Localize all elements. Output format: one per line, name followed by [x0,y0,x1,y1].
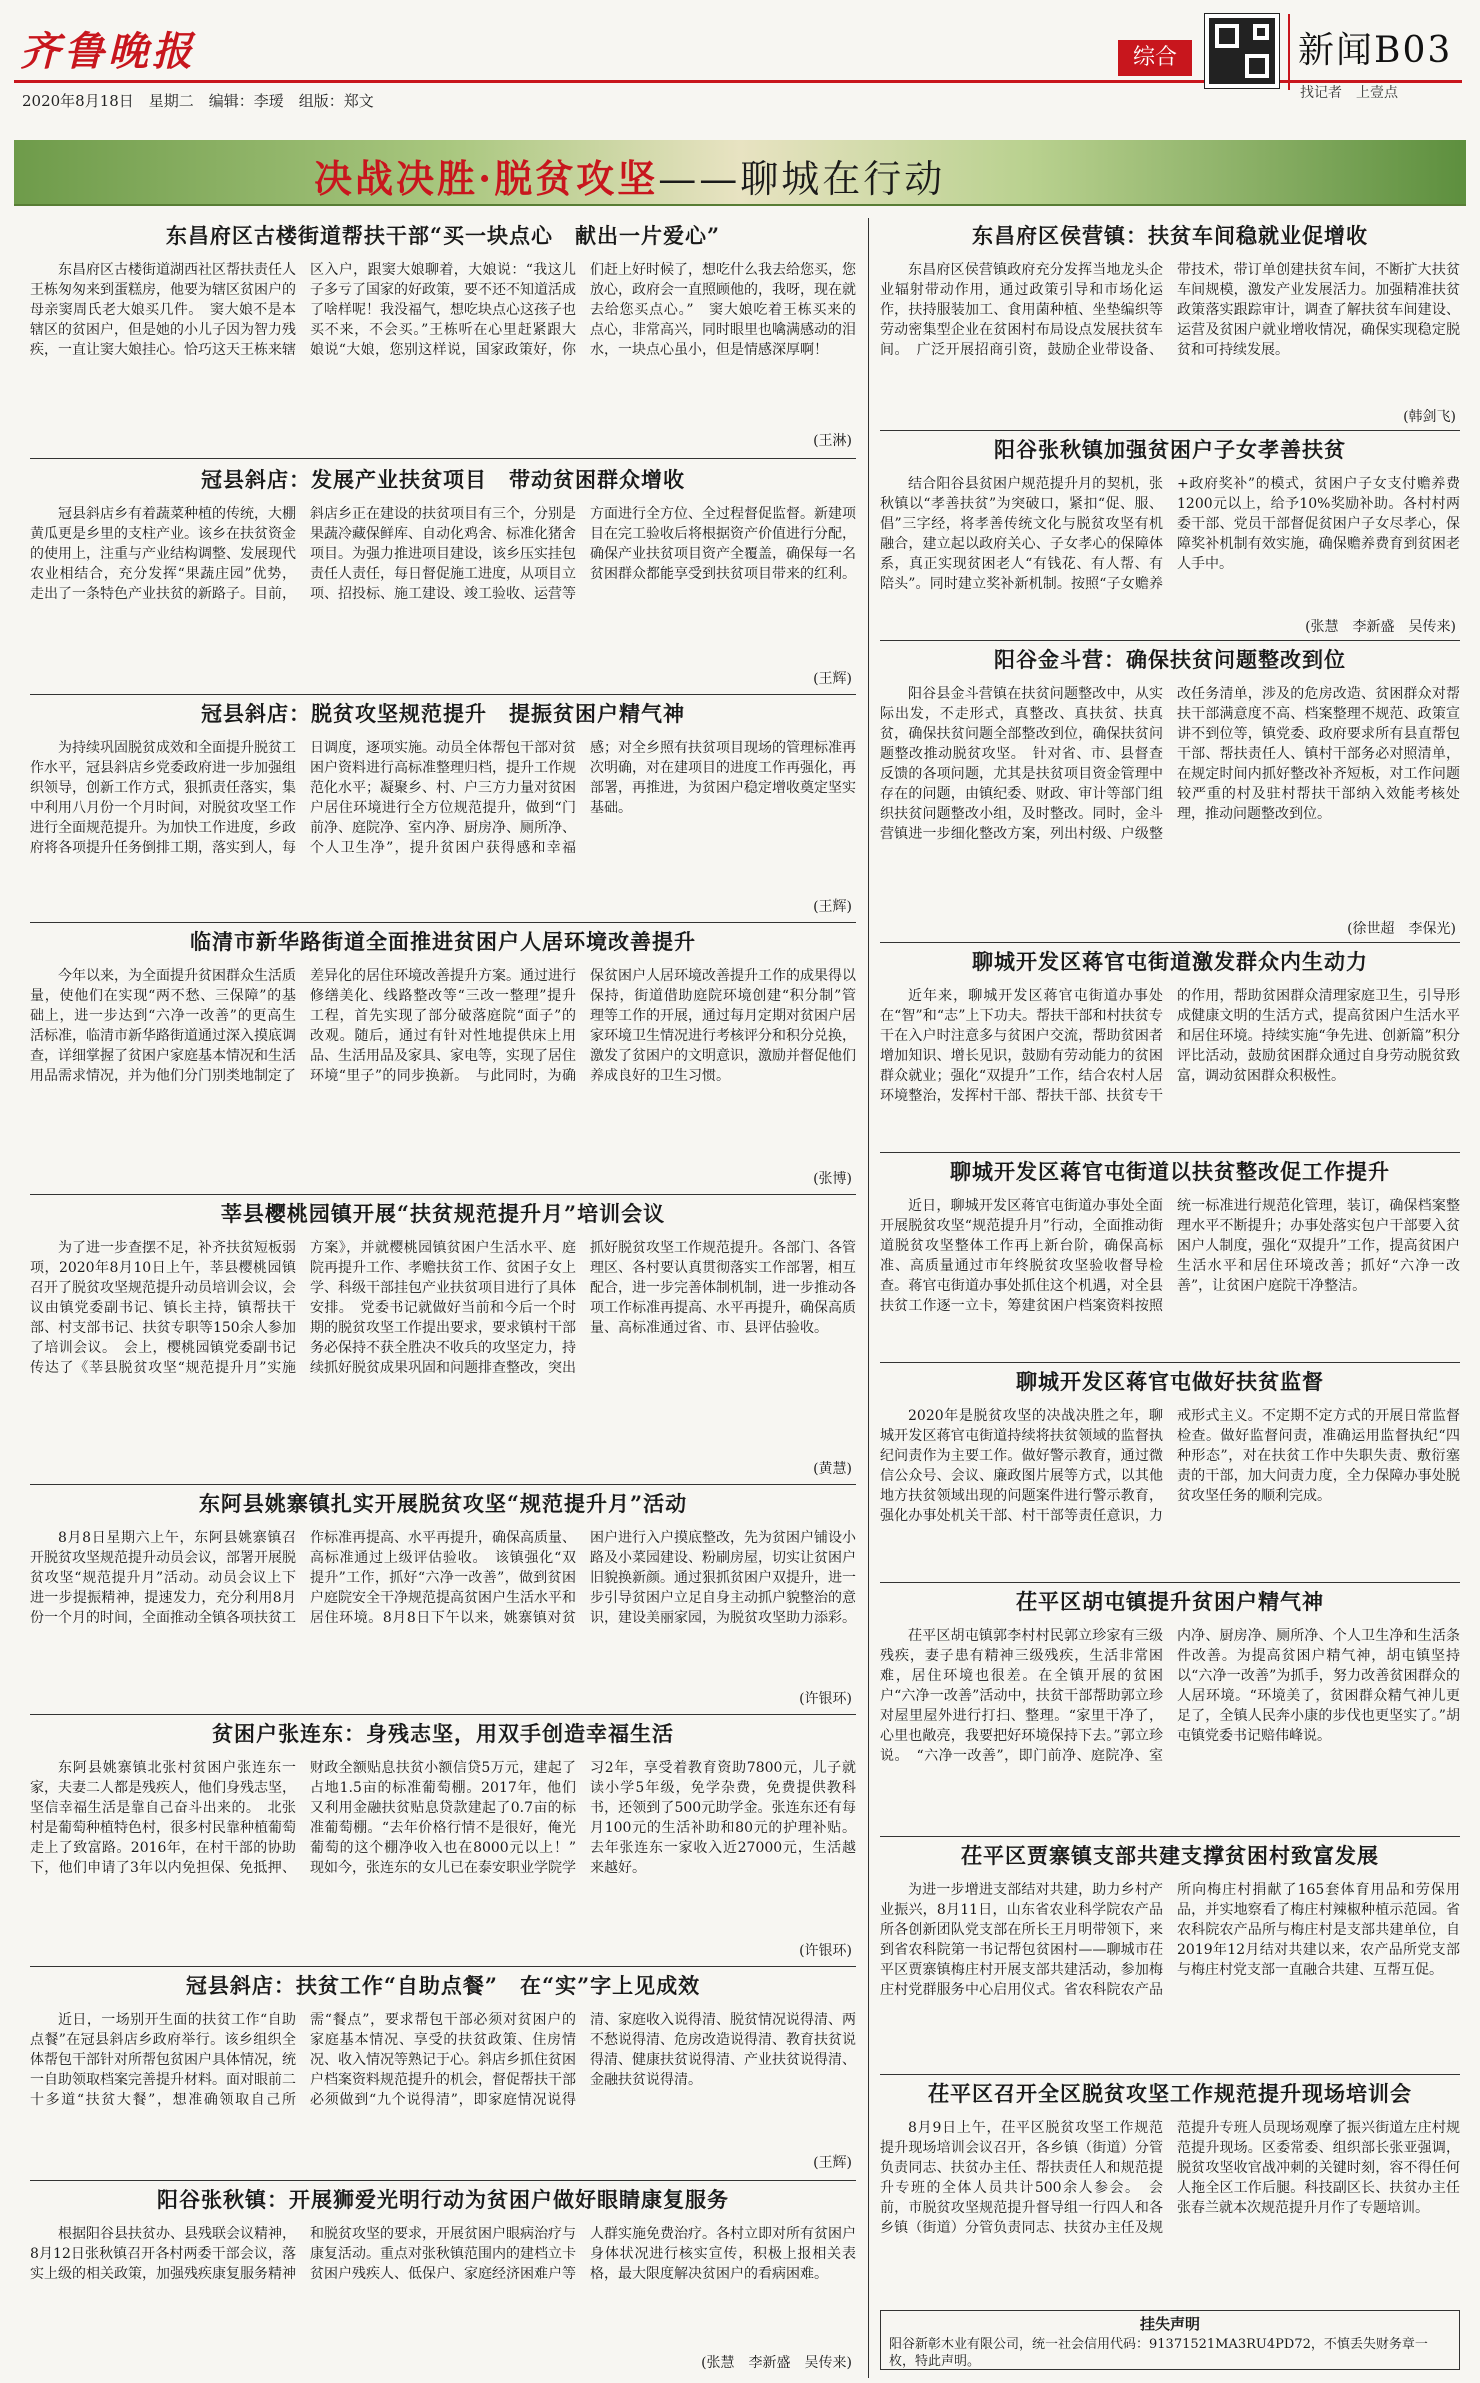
article-headline: 阳谷金斗营：确保扶贫问题整改到位 [994,647,1346,672]
article-divider [880,1152,1460,1153]
article-byline: (韩剑飞) [1403,409,1456,425]
banner-sub: ——聊城在行动 [658,157,946,201]
article-divider [30,2180,856,2181]
newspaper-logo: 齐鲁晚报 [20,28,196,75]
article-byline: (黄慧) [813,1461,852,1477]
article-divider [30,694,856,695]
article [30,222,856,450]
date-line: 2020年8月18日 星期二 编辑：李瑷 组版：郑文 [22,92,374,110]
article-body: 东昌府区古楼街道湖西社区帮扶责任人王栋匆匆来到蛋糕房，他要为辖区贫困户的母亲窦周氏老大娘买几件。 窦大娘不是本辖区的贫困户，但是她的小儿子因为智力残疾，一直让窦大娘挂心。恰巧这天王栋来辖区入户，跟窦大娘聊着，大娘说：“我这儿子多亏了国家的好政策，要不还不知道活成了啥样呢！我没福气，想吃块点心这孩子也买不来，不会买。”王栋听在心里赶紧跟大娘说“大娘，您别这样说，国家政策好，你们赶上好时候了，想吃什么我去给您买，您放心，政府会一直照顾他的，我呀，现在就去给您买点心。” 窦大娘吃着王栋买来的点心，非常高兴，同时眼里也噙满感动的泪水，一块点心虽小，但是情感深厚啊！ [30,262,856,358]
article-divider [30,1484,856,1485]
article-body: 结合阳谷县贫困户规范提升月的契机，张秋镇以“孝善扶贫”为突破口，紧扣“促、服、倡”三字经，将孝善传统文化与脱贫攻坚有机融合，建立起以政府关心、子女孝心的保障体系，真正实现贫困老人“有钱花、有人帮、有陪头”。同时建立奖补新机制。按照“子女赡养+政府奖补”的模式，贫困户子女支付赡养费1200元以上，给予10%奖励补助。各村村两委干部、党员干部督促贫困户子女尽孝心，保障奖补机制有效实施，确保赡养费育到贫困老人手中。 [880,476,1460,592]
article-divider [880,2074,1460,2075]
article [30,1972,856,2172]
article [880,1842,1460,2070]
article-body: 茌平区胡屯镇郭李村村民郭立珍家有三级残疾，妻子患有精神三级残疾，生活非常困难，居住环境也很差。在全镇开展的贫困户“六净一改善”活动中，扶贫干部帮助郭立珍对屋里屋外进行打扫、整理。“家里干净了，心里也敞亮，我要把好环境保持下去。”郭立珍说。 “六净一改善”，即门前净、庭院净、室内净、厨房净、厕所净、个人卫生净和生活条件改善。为提高贫困户精气神，胡屯镇坚持以“六净一改善”为抓手，努力改善贫困群众的人居环境。“环境美了，贫困群众精气神儿更足了，全镇人民奔小康的步伐也更坚实了。”胡屯镇党委书记赔伟峰说。 [880,1628,1460,1764]
topic-banner [14,140,1466,206]
article [30,1720,856,1960]
article-headline: 冠县斜店：扶贫工作“自助点餐” 在“实”字上见成效 [185,1973,701,1998]
article-body: 为进一步增进支部结对共建，助力乡村产业振兴，8月11日，山东省农业科学院农产品所各创新团队党支部在所长王月明带领下，来到省农科院第一书记帮包贫困村——聊城市茌平区贾寨镇梅庄村开展支部共建活动，参加梅庄村党群服务中心启用仪式。省农科院农产品所向梅庄村捐献了165套体育用品和劳保用品，并实地察看了梅庄村辣椒种植示范园。省农科院农产品所与梅庄村是支部共建单位，自2019年12月结对共建以来，农产品所党支部与梅庄村党支部一直融合共建、互帮互促。 [880,1882,1460,1998]
qr-code-icon [1205,14,1279,88]
article [30,1490,856,1708]
loss-notice [880,2310,1460,2370]
article [880,2080,1460,2304]
article-body: 近日，聊城开发区蒋官屯街道办事处全面开展脱贫攻坚“规范提升月”行动，全面推动街道脱贫攻坚整体工作再上新台阶，确保高标准、高质量通过市年终脱贫攻坚验收督导检查。蒋官屯街道办事处抓住这个机遇，对全县扶贫工作逐一立卡，筹建贫困户档案资料按照统一标准进行规范化管理，装订，确保档案整理水平不断提升；办事处落实包户干部要入贫困户人制度，强化“双提升”工作，提高贫困户生活水平和居住环境改善；抓好“六净一改善”，让贫困户庭院干净整洁。 [880,1198,1460,1314]
article-headline: 冠县斜店：发展产业扶贫项目 带动贫困群众增收 [201,467,685,492]
article-divider [30,922,856,923]
article [880,948,1460,1148]
masthead [0,0,1480,110]
article-byline: (徐世超 李保光) [1347,921,1456,937]
article [30,2186,856,2372]
article-body: 近年来，聊城开发区蒋官屯街道办事处在“智”和“志”上下功夫。帮扶干部和村扶贫专干在入户时注意多与贫困户交流，帮助贫困者增加知识、增长见识，鼓励有劳动能力的贫困群众就业；强化“双提升”工作，结合农村人居环境整治，发挥村干部、帮扶干部、扶贫专干的作用，帮助贫困群众清理家庭卫生，引导形成健康文明的生活方式，提高贫困户生活水平和居住环境。持续实施“争先进、创新篇”积分评比活动，鼓励贫困群众通过自身劳动脱贫致富，调动贫困群众积极性。 [880,988,1460,1104]
article-body: 阳谷县金斗营镇在扶贫问题整改中，从实际出发，不走形式，真整改、真扶贫、扶真贫，确保扶贫问题全部整改到位，确保扶贫问题整改推动脱贫攻坚。 针对省、市、县督查反馈的各项问题，尤其是扶贫项目资金管理中存在的问题，由镇纪委、财政、审计等部门组织扶贫问题整改小组，及时整改。同时，金斗营镇进一步细化整改方案，列出村级、户级整改任务清单，涉及的危房改造、贫困群众对帮扶干部满意度不高、档案整理不规范、政策宣讲不到位等，镇党委、政府要求所有县直帮包干部、帮扶责任人、镇村干部务必对照清单，在规定时间内抓好整改补齐短板，对工作问题较严重的村及驻村帮扶干部纳入效能考核处理，推动问题整改到位。 [880,686,1460,842]
article-headline: 聊城开发区蒋官屯街道以扶贫整改促工作提升 [950,1159,1390,1184]
article-body: 近日，一场别开生面的扶贫工作“自助点餐”在冠县斜店乡政府举行。该乡组织全体帮包干部针对所帮包贫困户具体情况，统一自助领取档案完善提升材料。面对眼前二十多道“扶贫大餐”，想准确领取自己所需“餐点”，要求帮包干部必须对贫困户的家庭基本情况、享受的扶贫政策、住房情况、收入情况等熟记于心。斜店乡抓住贫困户档案资料规范提升的机会，督促帮扶干部必须做到“九个说得清”，即家庭情况说得清、家庭收入说得清、脱贫情况说得清、两不愁说得清、危房改造说得清、教育扶贫说得清、健康扶贫说得清、产业扶贫说得清、金融扶贫说得清。 [30,2012,856,2108]
article-divider [30,1966,856,1967]
article-divider [880,1836,1460,1837]
article-divider [30,458,856,459]
article-body: 为了进一步查摆不足，补齐扶贫短板弱项，2020年8月10日上午，莘县樱桃园镇召开了脱贫攻坚规范提升动员培训会议，会议由镇党委副书记、镇长主持，镇帮扶干部、村支部书记、扶贫专职等150余人参加了培训会议。 会上，樱桃园镇党委副书记传达了《莘县脱贫攻坚“规范提升月”实施方案》，并就樱桃园镇贫困户生活水平、庭院再提升工作、孝赡扶贫工作、贫困子女上学、科级干部挂包产业扶贫项目进行了具体安排。 党委书记就做好当前和今后一个时期的脱贫攻坚工作提出要求，要求镇村干部务必保持不获全胜决不收兵的攻坚定力，持续抓好脱贫成果巩固和问题排查整改，突出抓好脱贫攻坚工作规范提升。各部门、各管理区、各村要认真贯彻落实工作部署，相互配合，进一步完善体制机制，进一步推动各项工作标准再提高、水平再提升，确保高质量、高标准通过省、市、县评估验收。 [30,1240,856,1376]
article-body: 东阿县姚寨镇北张村贫困户张连东一家，夫妻二人都是残疾人，他们身残志坚，坚信幸福生活是靠自己奋斗出来的。 北张村是葡萄种植特色村，很多村民靠种植葡萄走上了致富路。2016年，在村干部的协助下，他们申请了3年以内免担保、免抵押、财政全额贴息扶贫小额信贷5万元，建起了占地1.5亩的标准葡萄棚。2017年，他们又利用金融扶贫贴息贷款建起了0.7亩的标准葡萄棚。“去年价格行情不是很好，俺光葡萄的这个棚净收入也在8000元以上！” 现如今，张连东的女儿已在泰安职业学院学习2年，享受着教育资助7800元，儿子就读小学5年级，免学杂费，免费提供教科书，还领到了500元助学金。张连东还有每月100元的生活补助和80元的护理补贴。去年张连东一家收入近27000元，生活越来越好。 [30,1760,856,1876]
article-body: 根据阳谷县扶贫办、县残联会议精神，8月12日张秋镇召开各村两委干部会议，落实上级的相关政策，加强残疾康复服务精神和脱贫攻坚的要求，开展贫困户眼病治疗与康复活动。重点对张秋镇范围内的建档立卡贫困户残疾人、低保户、家庭经济困难户等人群实施免费治疗。各村立即对所有贫困户身体状况进行核实宣传，积极上报相关表格，最大限度解决贫困户的看病困难。 [30,2226,856,2282]
article-body: 冠县斜店乡有着蔬菜种植的传统，大棚黄瓜更是乡里的支柱产业。该乡在扶贫资金的使用上，注重与产业结构调整、发展现代农业相结合，充分发挥“果蔬庄园”优势，走出了一条特色产业扶贫的新路子。目前，斜店乡正在建设的扶贫项目有三个，分别是果蔬冷藏保鲜库、自动化鸡舍、标准化猪舍项目。为强力推进项目建设，该乡压实挂包责任人责任，每日督促施工进度，从项目立项、招投标、施工建设、竣工验收、运营等方面进行全方位、全过程督促监督。新建项目在完工验收后将根据资产价值进行分配，确保产业扶贫项目资产全覆盖，确保每一名贫困群众都能享受到扶贫项目带来的红利。 [30,506,856,602]
section-badge: 综合 [1118,40,1192,76]
article-headline: 聊城开发区蒋官屯做好扶贫监督 [1016,1369,1324,1394]
article-headline: 东阿县姚寨镇扎实开展脱贫攻坚“规范提升月”活动 [198,1491,688,1516]
column-divider [868,218,869,2378]
article-byline: (王淋) [813,433,852,449]
header-separator [1288,14,1290,90]
article-byline: (王辉) [813,899,852,915]
article-byline: (张博) [813,1171,852,1187]
article-headline: 阳谷张秋镇：开展狮爱光明行动为贫困户做好眼睛康复服务 [157,2187,729,2212]
article-byline: (王辉) [813,2155,852,2171]
article-headline: 临清市新华路街道全面推进贫困户人居环境改善提升 [190,929,696,954]
article-body: 今年以来，为全面提升贫困群众生活质量，使他们在实现“两不愁、三保障”的基础上，进一步达到“六净一改善”的更高生活标准，临清市新华路街道通过深入摸底调查，详细掌握了贫困户家庭基本情况和生活用品需求情况，并为他们分门别类地制定了差异化的居住环境改善提升方案。通过进行修缮美化、线路整改等“三改一整理”提升工程，首先实现了部分破落庭院“面子”的改观。随后，通过有针对性地提供床上用品、生活用品及家具、家电等，实现了居住环境“里子”的同步换新。 与此同时，为确保贫困户人居环境改善提升工作的成果得以保持，街道借助庭院环境创建“积分制”管理等工作的开展，通过每月定期对贫困户居家环境卫生情况进行考核评分和积分兑换，激发了贫困户的文明意识，激励并督促他们养成良好的卫生习惯。 [30,968,856,1084]
article-divider [880,942,1460,943]
article [880,222,1460,426]
article-headline: 茌平区贾寨镇支部共建支撑贫困村致富发展 [961,1843,1379,1868]
article-divider [880,430,1460,431]
article [880,436,1460,636]
article-divider [30,1194,856,1195]
article [880,1158,1460,1358]
article [30,700,856,916]
article-divider [880,1582,1460,1583]
article-headline: 莘县樱桃园镇开展“扶贫规范提升月”培训会议 [220,1201,666,1226]
article-headline: 聊城开发区蒋官屯街道激发群众内生动力 [972,949,1368,974]
article-byline: (张慧 李新盛 吴传来) [1305,619,1456,635]
article-headline: 东昌府区侯营镇：扶贫车间稳就业促增收 [972,223,1368,248]
notice-title: 挂失声明 [1139,2315,1200,2333]
article-body: 8月8日星期六上午，东阿县姚寨镇召开脱贫攻坚规范提升动员会议，部署开展脱贫攻坚“规范提升月”活动。动员会议上下进一步提振精神，提速发力，充分利用8月份一个月的时间，全面推动全镇各项扶贫工作标准再提高、水平再提升，确保高质量、高标准通过上级评估验收。 该镇强化“双提升”工作，抓好“六净一改善”，做到贫困户庭院安全干净规范提高贫困户生活水平和居住环境。8月8日下午以来，姚寨镇对贫困户进行入户摸底整改，先为贫困户铺设小路及小菜园建设、粉刷房屋，切实让贫困户旧貌换新颜。通过狠抓贫困户双提升，进一步引导贫困户立足自身主动抓户貌整治的意识，建设美丽家园，为脱贫攻坚助力添彩。 [30,1530,856,1626]
article-divider [880,640,1460,641]
article-headline: 贫困户张连东：身残志坚，用双手创造幸福生活 [212,1721,674,1746]
article [880,1588,1460,1832]
article-headline: 冠县斜店：脱贫攻坚规范提升 提振贫困户精气神 [201,701,685,726]
article [30,466,856,688]
article-byline: (张慧 李新盛 吴传来) [701,2355,852,2371]
article [30,928,856,1188]
article-divider [30,1714,856,1715]
article-headline: 茌平区胡屯镇提升贫困户精气神 [1016,1589,1324,1614]
notice-body: 阳谷新彰木业有限公司，统一社会信用代码：91371521MA3RU4PD72，不慎丢失财务章一枚，特此声明。 [889,2337,1428,2369]
article-body: 东昌府区侯营镇政府充分发挥当地龙头企业辐射带动作用，通过政策引导和市场化运作，扶持服装加工、食用菌种植、坐垫编织等劳动密集型企业在贫困村布局设点发展扶贫车间。 广泛开展招商引资，鼓励企业带设备、带技术，带订单创建扶贫车间，不断扩大扶贫车间规模，激发产业发展活力。加强精准扶贫政策落实跟踪审计，调查了解扶贫车间建设、运营及贫困户就业增收情况，确保实现稳定脱贫和可持续发展。 [880,262,1460,358]
section-slogan: 找记者 上壹点 [1300,85,1398,101]
banner-title [314,148,945,203]
article-byline: (许银环) [799,1691,852,1707]
banner-main: 决战决胜·脱贫攻坚 [314,156,659,201]
article-headline: 茌平区召开全区脱贫攻坚工作规范提升现场培训会 [928,2081,1412,2106]
article [880,1368,1460,1578]
article-body: 为持续巩固脱贫成效和全面提升脱贫工作水平，冠县斜店乡党委政府进一步加强组织领导，创新工作方式，狠抓责任落实，集中利用八月份一个月时间，对脱贫攻坚工作进行全面规范提升。为加快工作进度，乡政府将各项提升任务倒排工期，落实到人，每日调度，逐项实施。动员全体帮包干部对贫困户资料进行高标准整理归档，提升工作规范化水平；凝聚乡、村、户三方力量对贫困户居住环境进行全方位规范提升，做到“门前净、庭院净、室内净、厨房净、厕所净、个人卫生净”，提升贫困户获得感和幸福感；对全乡照有扶贫项目现场的管理标准再次明确，对在建项目的进度工作再强化，再部署，再推进，为贫困户稳定增收奠定坚实基础。 [30,740,856,856]
article-headline: 东昌府区古楼街道帮扶干部“买一块点心 献出一片爱心” [165,223,721,248]
article-body: 2020年是脱贫攻坚的决战决胜之年，聊城开发区蒋官屯街道持续将扶贫领域的监督执纪问责作为主要工作。做好警示教育，通过微信公众号、会议、廉政图片展等方式，以其他地方扶贫领域出现的问题案件进行警示教育，强化办事处机关干部、村干部等责任意识，力戒形式主义。不定期不定方式的开展日常监督检查。做好监督问责，准确运用监督执纪“四种形态”，对在扶贫工作中失职失责、敷衍塞责的干部，加大问责力度，全力保障办事处脱贫攻坚任务的顺利完成。 [880,1408,1460,1524]
article-byline: (许银环) [799,1943,852,1959]
article [880,646,1460,938]
article-body: 8月9日上午，茌平区脱贫攻坚工作规范提升现场培训会议召开，各乡镇（街道）分管负责同志、扶贫办主任、帮扶责任人和规范提升专班的全体人员共计500余人参会。 会前，市脱贫攻坚规范提升督导组一行四人和各乡镇（街道）分管负责同志、扶贫办主任及规范提升专班人员现场观摩了振兴街道左庄村规范提升现场。区委常委、组织部长张亚强调，脱贫攻坚收官战冲刺的关键时刻，容不得任何人拖全区工作后腿。科技副区长、扶贫办主任张春兰就本次规范提升月作了专题培训。 [880,2120,1460,2236]
article-headline: 阳谷张秋镇加强贫困户子女孝善扶贫 [994,437,1346,462]
article-divider [880,1362,1460,1363]
article [30,1200,856,1478]
section-title: 新闻B03 [1298,30,1453,71]
article-byline: (王辉) [813,671,852,687]
